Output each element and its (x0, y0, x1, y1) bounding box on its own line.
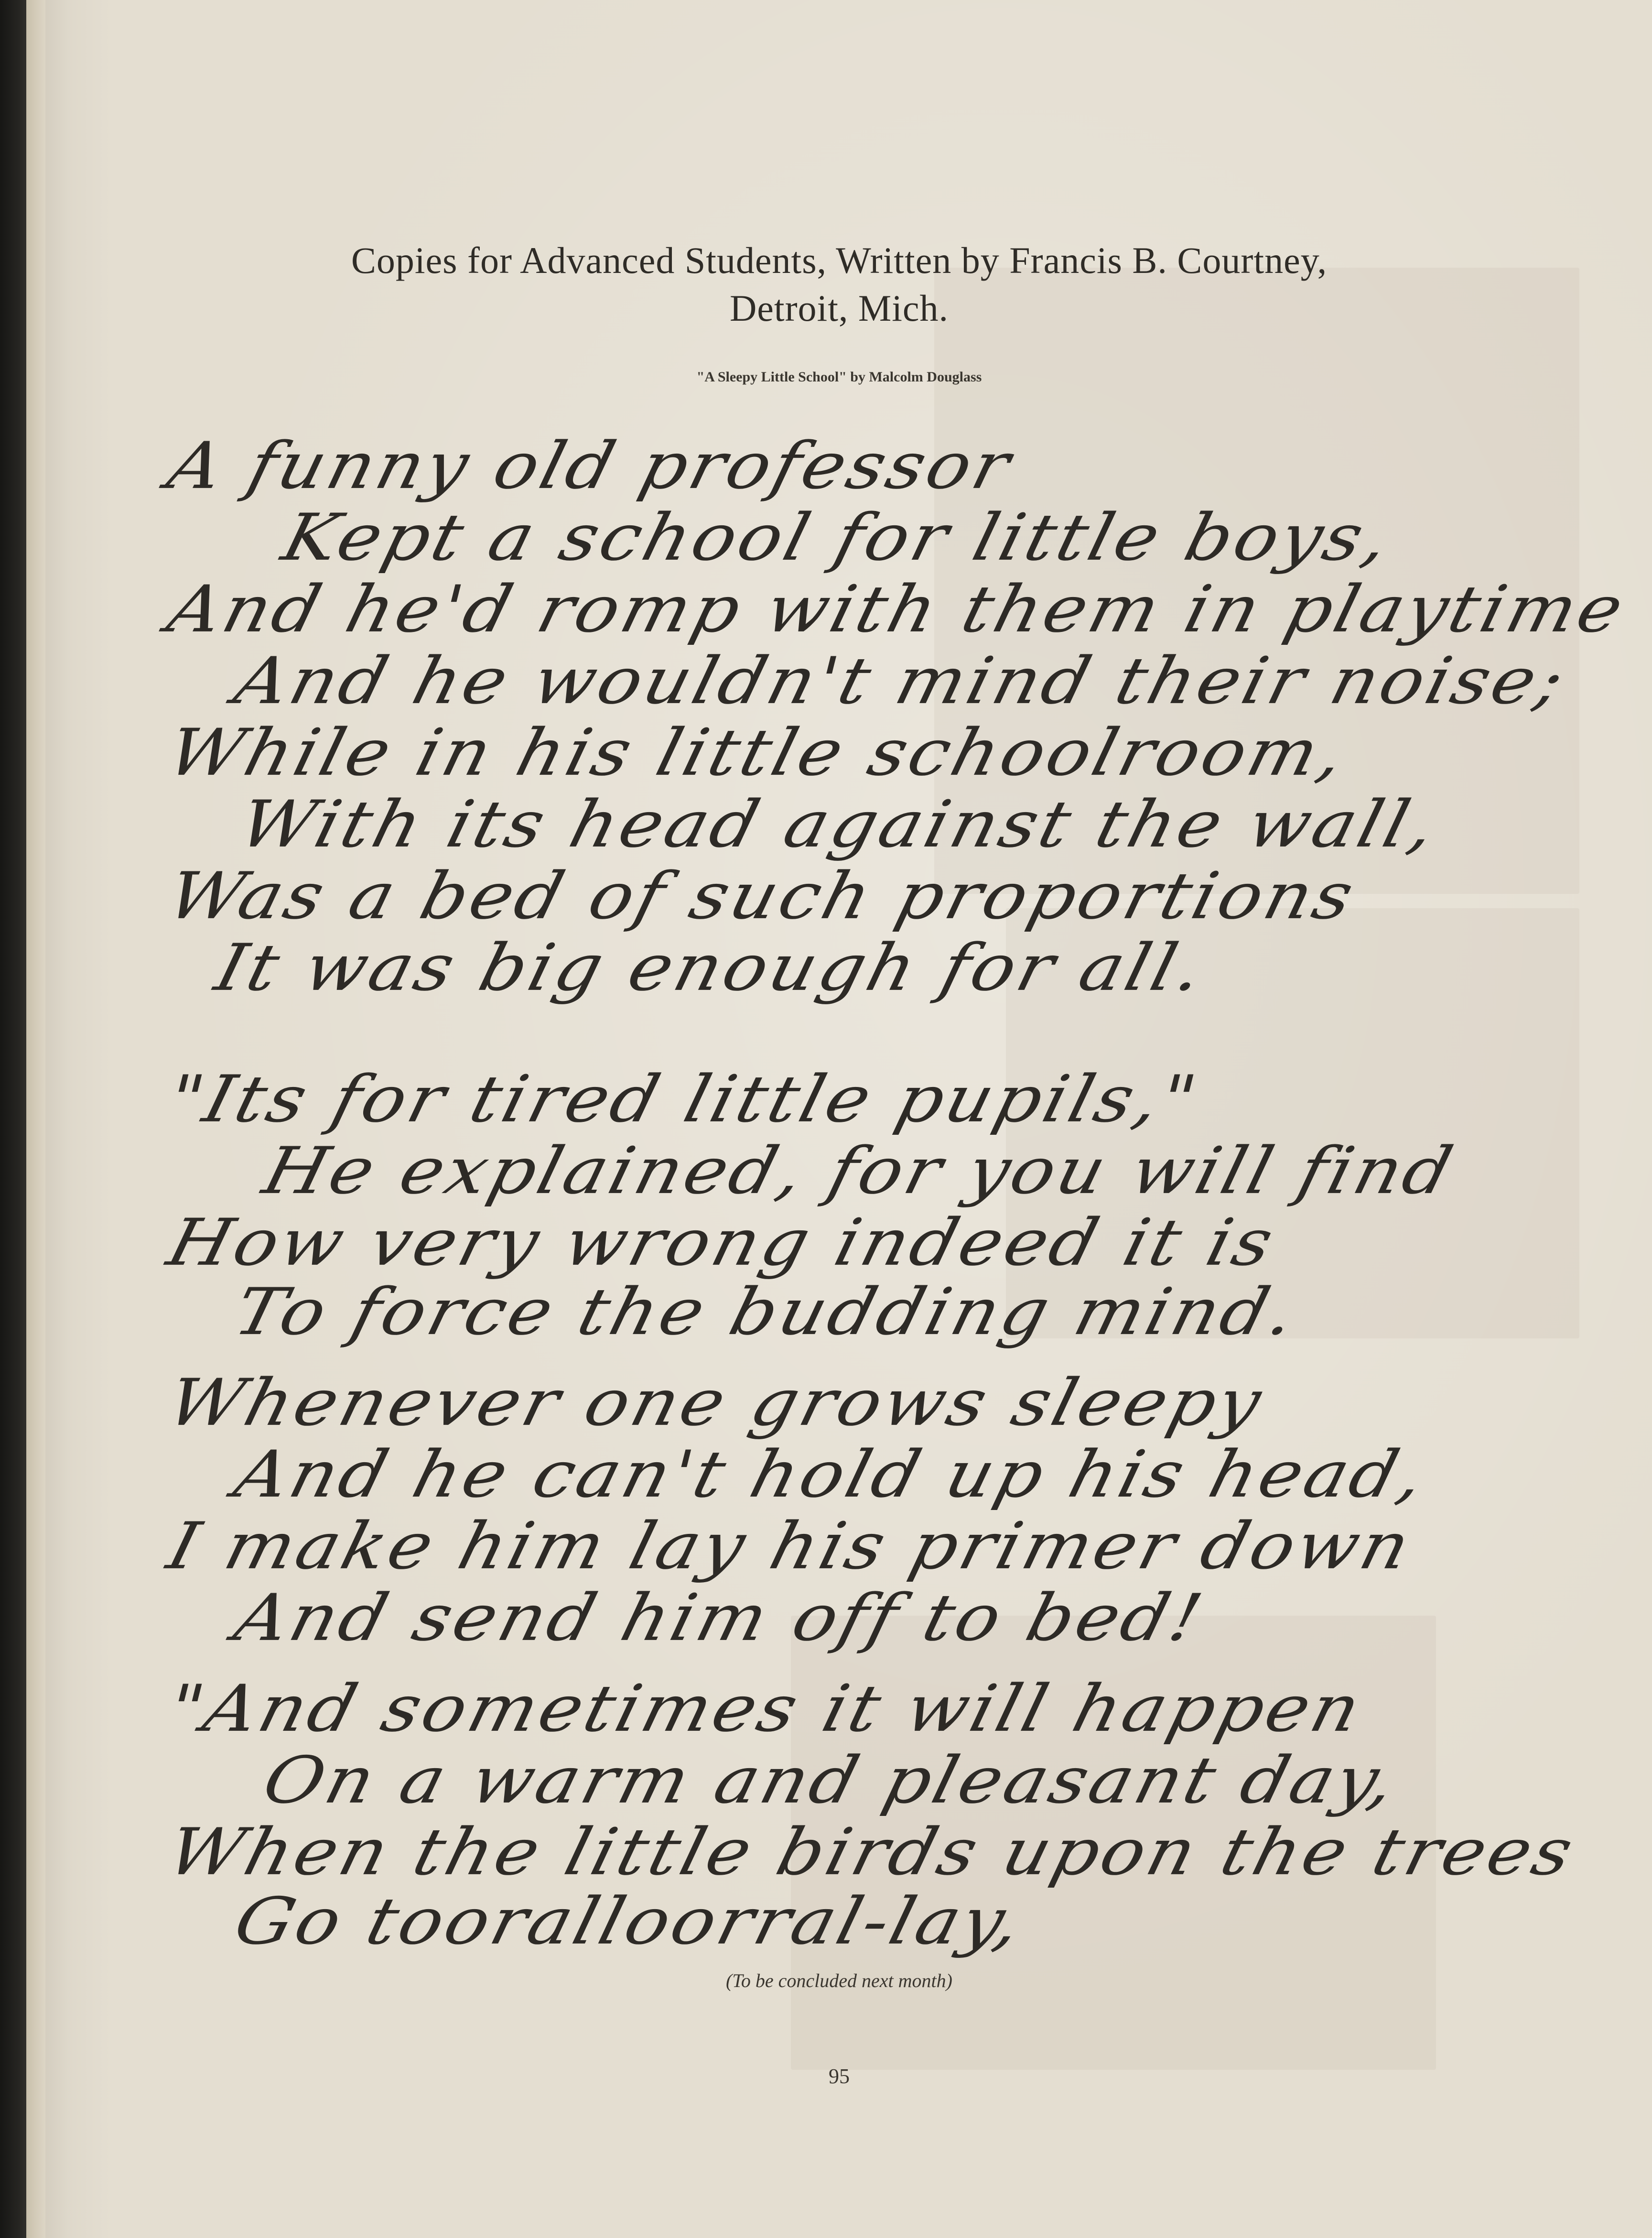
poem-line: To force the budding mind. (227, 1274, 1306, 1350)
page-gutter (26, 0, 45, 2238)
poem-line: While in his little schoolroom, (160, 715, 1355, 791)
poem-line: And send him off to bed! (227, 1580, 1212, 1656)
poem-line: When the little birds upon the trees (160, 1814, 1583, 1890)
poem-line: Go tooralloorral-lay, (227, 1884, 1032, 1959)
poem-line: With its head against the wall, (232, 787, 1446, 862)
poem-line: And he wouldn't mind their noise; (227, 643, 1575, 719)
poem-line: And he'd romp with them in playtime (160, 572, 1633, 647)
poem-line: Whenever one grows sleepy (160, 1365, 1272, 1441)
document-page (26, 0, 1652, 2238)
poem-line: Kept a school for little boys, (275, 500, 1400, 576)
poem-line: He explained, for you will find (256, 1133, 1462, 1209)
poem-line: "And sometimes it will happen (160, 1671, 1371, 1747)
poem-line: And he can't hold up his head, (227, 1437, 1435, 1512)
poem-line: On a warm and pleasant day, (256, 1743, 1406, 1818)
page-number: 95 (829, 2064, 850, 2088)
poem-line: Was a bed of such proportions (160, 858, 1363, 934)
poem-line: A funny old professor (160, 428, 1020, 504)
poem-line: I make him lay his primer down (160, 1509, 1420, 1584)
poem-line: It was big enough for all. (208, 930, 1213, 1006)
continuation-note: (To be concluded next month) (726, 1970, 952, 1991)
poem-attribution: "A Sleepy Little School" by Malcolm Douglass (696, 369, 982, 385)
poem-line: How very wrong indeed it is (160, 1205, 1283, 1281)
poem-line: "Its for tired little pupils," (160, 1062, 1207, 1137)
page-title-line-2: Detroit, Mich. (729, 287, 949, 329)
page-title-line-1: Copies for Advanced Students, Written by Francis B. Courtney, (351, 239, 1328, 281)
